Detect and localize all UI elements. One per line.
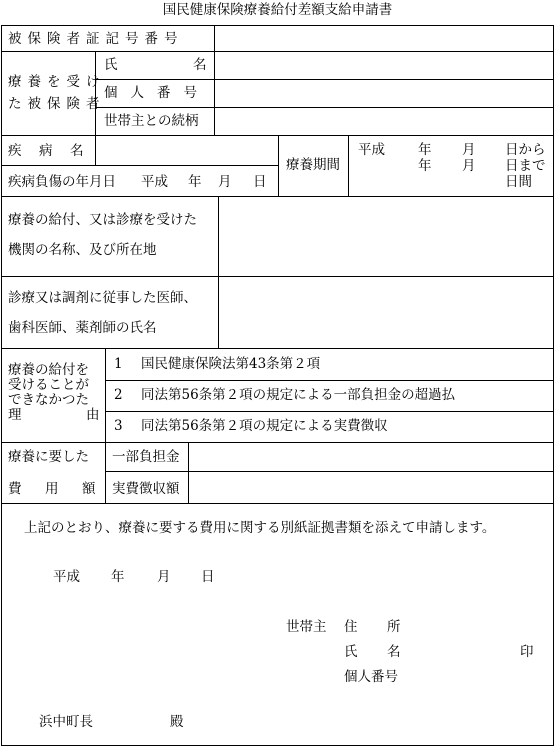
period-from-day: 日から — [505, 142, 546, 158]
application-form — [1, 25, 554, 746]
applicant-name-field[interactable] — [412, 639, 512, 661]
honorific: 殿 — [170, 714, 184, 730]
reason-1-number[interactable]: 1 — [114, 356, 123, 372]
reason-2-text[interactable]: 同法第56条第２項の規定による一部負担金の超過払 — [141, 387, 456, 403]
reason-1-text[interactable]: 国民健康保険法第43条第２項 — [141, 356, 321, 372]
institution-field[interactable] — [219, 197, 553, 276]
cost-label-3: 用 — [45, 481, 59, 497]
reason-label-5: 由 — [86, 407, 100, 423]
insured-number-field[interactable] — [215, 27, 553, 50]
reason-2-number[interactable]: 2 — [114, 387, 123, 403]
declaration-date-year: 年 — [111, 569, 125, 585]
period-from-year: 年 — [418, 142, 432, 158]
period-to-year: 年 — [418, 158, 432, 174]
period-to-month: 月 — [462, 158, 476, 174]
individual-number-field[interactable] — [215, 80, 553, 107]
disease-label-2: 病 — [39, 143, 53, 159]
doctor-field[interactable] — [219, 277, 553, 348]
disease-name-field[interactable] — [96, 136, 278, 165]
applicant-individual-number-field[interactable] — [412, 664, 542, 686]
name-label-second: 名 — [193, 57, 207, 73]
period-from-month: 月 — [462, 142, 476, 158]
declaration-date-day: 日 — [201, 569, 215, 585]
reason-3-text[interactable]: 同法第56条第２項の規定による実費徴収 — [141, 418, 388, 434]
period-era: 平成 — [358, 142, 385, 158]
relation-field[interactable] — [215, 108, 553, 135]
cost-label-2: 費 — [8, 481, 22, 497]
household-head-label: 世帯主 — [286, 619, 327, 635]
reason-label-3: できなかつた — [8, 392, 89, 408]
declaration-date-month: 月 — [157, 569, 171, 585]
applicant-individual-number-label: 個人番号 — [344, 669, 398, 685]
declaration-date-era: 平成 — [53, 569, 80, 585]
injury-date-day: 日 — [253, 174, 267, 190]
applicant-name-label-1: 氏 — [344, 644, 358, 660]
insured-person-label-1: 療養を受け — [8, 74, 106, 90]
relation-label: 世帯主との続柄 — [104, 113, 199, 129]
address-label-2: 所 — [387, 619, 401, 635]
cost-label: 療養に要した — [8, 449, 89, 465]
address-label-1: 住 — [344, 619, 358, 635]
individual-number-label: 個人番号 — [104, 85, 210, 101]
institution-label-1: 療養の給付、又は診療を受けた — [8, 212, 197, 228]
actual-cost-field[interactable] — [189, 472, 553, 503]
doctor-label-2: 歯科医師、薬剤師の氏名 — [8, 320, 157, 336]
injury-date-era: 平成 — [141, 174, 168, 190]
institution-label-2: 機関の名称、及び所在地 — [8, 242, 157, 258]
treatment-period-label: 療養期間 — [286, 157, 340, 173]
applicant-name-label-2: 名 — [387, 644, 401, 660]
reason-label-4: 理 — [8, 407, 22, 423]
injury-date-month: 月 — [218, 174, 232, 190]
addressee: 浜中町長 — [39, 714, 93, 730]
doctor-label-1: 診療又は調剤に従事した医師、 — [8, 290, 197, 306]
period-to-day: 日まで — [505, 158, 546, 174]
period-days: 日間 — [505, 174, 532, 190]
form-title: 国民健康保険療養給付差額支給申請書 — [162, 2, 393, 18]
reason-3-number[interactable]: 3 — [114, 418, 123, 434]
reason-label-1: 療養の給付を — [8, 362, 89, 378]
reason-label-2: 受けることが — [8, 377, 89, 393]
disease-label-1: 疾 — [8, 143, 22, 159]
injury-date-label: 疾病負傷の年月日 — [8, 174, 116, 190]
disease-label-3: 名 — [70, 143, 84, 159]
copay-label: 一部負担金 — [112, 449, 180, 465]
declaration-statement: 上記のとおり、療養に要する費用に関する別紙証拠書類を添えて申請します。 — [24, 520, 496, 536]
insured-person-label-2: た被保険者 — [8, 96, 106, 112]
actual-cost-label: 実費徴収額 — [112, 481, 180, 497]
insured-number-label: 被保険者証記号番号 — [8, 31, 184, 47]
name-label-first: 氏 — [104, 57, 118, 73]
name-field[interactable] — [215, 52, 553, 79]
seal-mark: 印 — [520, 644, 534, 660]
address-field[interactable] — [412, 614, 542, 636]
cost-label-4: 額 — [82, 481, 96, 497]
injury-date-year: 年 — [188, 174, 202, 190]
copay-field[interactable] — [189, 443, 553, 471]
